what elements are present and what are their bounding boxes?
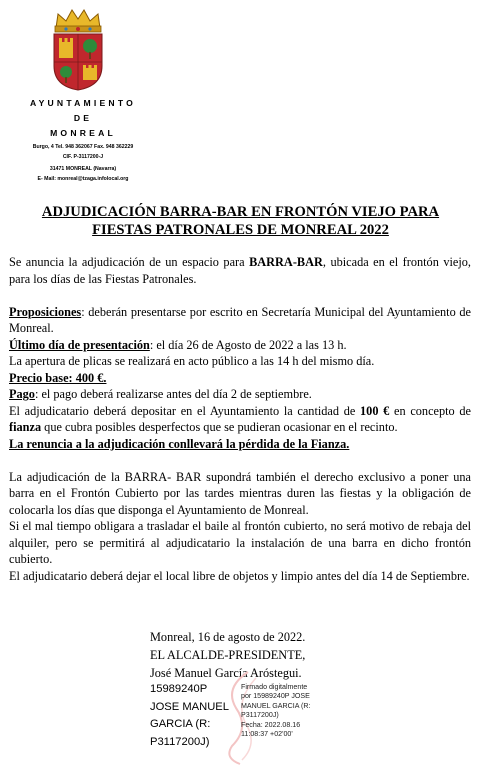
ultimo-dia-label: Último día de presentación — [9, 337, 150, 352]
digital-line6: 11:08:37 +02'00' — [241, 730, 293, 739]
signer-line4: P3117200J) — [150, 735, 210, 748]
proposiciones-text: : deberán presentarse por escrito en Secretaría Municipal del Ayuntamiento de Monreal. — [9, 304, 471, 335]
paragraph-bad-weather: Si el mal tiempo obligara a trasladar el baile al frontón cubierto, no será motivo de rebaja del alquiler, pero se permitirá al adjudicatario la instalación de una barra en dicho frontón cubierto. — [9, 519, 471, 566]
deposito-paragraph — [9, 403, 471, 436]
deposito-text-e: que cubra posibles desperfectos que se pudieran ocasionar en el recinto. — [41, 420, 398, 434]
intro-text-bold: BARRA-BAR — [249, 255, 323, 269]
deposito-amount: 100 € — [360, 403, 390, 418]
digital-line4: P3117200J) — [241, 711, 279, 720]
digital-line3: MANUEL GARCIA (R: — [241, 701, 311, 710]
renuncia-paragraph — [9, 436, 471, 453]
ultimo-dia-text: : el día 26 de Agosto de 2022 a las 13 h. — [149, 337, 347, 352]
ultimo-dia-paragraph — [9, 337, 471, 354]
intro-paragraph — [9, 254, 471, 287]
intro-text-a: Se anuncia la adjudicación de un espacio para — [9, 255, 250, 269]
council-name-line2: DE — [73, 113, 93, 123]
council-postal: 31471 MONREAL (Navarra) — [49, 166, 117, 172]
digital-line5: Fecha: 2022.08.16 — [241, 720, 301, 729]
council-cif: CIF. P-3117200-J — [62, 154, 104, 160]
signer-line2: JOSE MANUEL — [150, 700, 229, 713]
intro-text-c: , ubicada en el frontón viejo, para los días de las Fiestas Patronales. — [9, 255, 471, 286]
apertura-paragraph: La apertura de plicas se realizará en acto público a las 14 h del mismo día. — [9, 354, 375, 368]
proposiciones-label: Proposiciones — [9, 304, 82, 319]
paragraph-exclusive-right: La adjudicación de la BARRA- BAR supondrá también el derecho exclusivo a poner una barra en el Frontón Cubierto por las tardes mientras duren las fiestas y la obligación de colocarla los días que disponga el Ayuntamiento de Monreal. — [9, 469, 471, 517]
digital-line1: Firmado digitalmente — [241, 683, 308, 691]
signature-date: Monreal, 16 de agosto de 2022. — [150, 630, 306, 644]
digital-signer-id — [150, 681, 232, 751]
signer-line3: GARCIA (R: — [150, 718, 211, 730]
precio-paragraph — [9, 370, 471, 387]
title-line1: ADJUDICACIÓN BARRA-BAR EN FRONTÓN VIEJO PARA — [41, 204, 440, 220]
council-name-line3: MONREAL — [50, 128, 116, 138]
title-line2: FIESTAS PATRONALES DE MONREAL 2022 — [92, 222, 389, 238]
signature-role: EL ALCALDE-PRESIDENTE, — [150, 648, 306, 662]
pago-paragraph — [9, 386, 471, 403]
deposito-text-a: El adjudicatario deberá depositar en el Ayuntamiento la cantidad de — [9, 403, 361, 418]
precio-text: Precio base: 400 €. — [9, 370, 107, 385]
deposito-text-c: en concepto de — [389, 403, 471, 418]
council-phone: Burgo, 4 Tel. 948 362067 Fax. 948 362229 — [32, 144, 134, 150]
digital-signature-stamp — [241, 683, 333, 739]
pago-text: : el pago deberá realizarse antes del día 2 de septiembre. — [34, 387, 312, 401]
council-name — [0, 96, 166, 141]
digital-line2: por 15989240P JOSE — [241, 692, 310, 701]
signature-name: José Manuel García Aróstegui. — [150, 666, 302, 680]
signer-line1: 15989240P — [150, 683, 208, 695]
proposiciones-paragraph — [9, 304, 471, 337]
paragraph-clean-premises: El adjudicatario deberá dejar el local libre de objetos y limpio antes del día 14 de Septiembre. — [9, 568, 470, 583]
pago-label: Pago — [9, 387, 35, 401]
deposito-fianza: fianza — [9, 420, 42, 434]
council-name-line1: AYUNTAMIENTO — [29, 98, 137, 108]
renuncia-text: La renuncia a la adjudicación conllevará la pérdida de la Fianza. — [9, 436, 350, 451]
document-body — [9, 254, 471, 584]
council-email: E- Mail: monreal@tzaga.infolocal.org — [37, 176, 129, 182]
coat-of-arms-icon — [46, 6, 110, 92]
document-title — [0, 203, 481, 239]
